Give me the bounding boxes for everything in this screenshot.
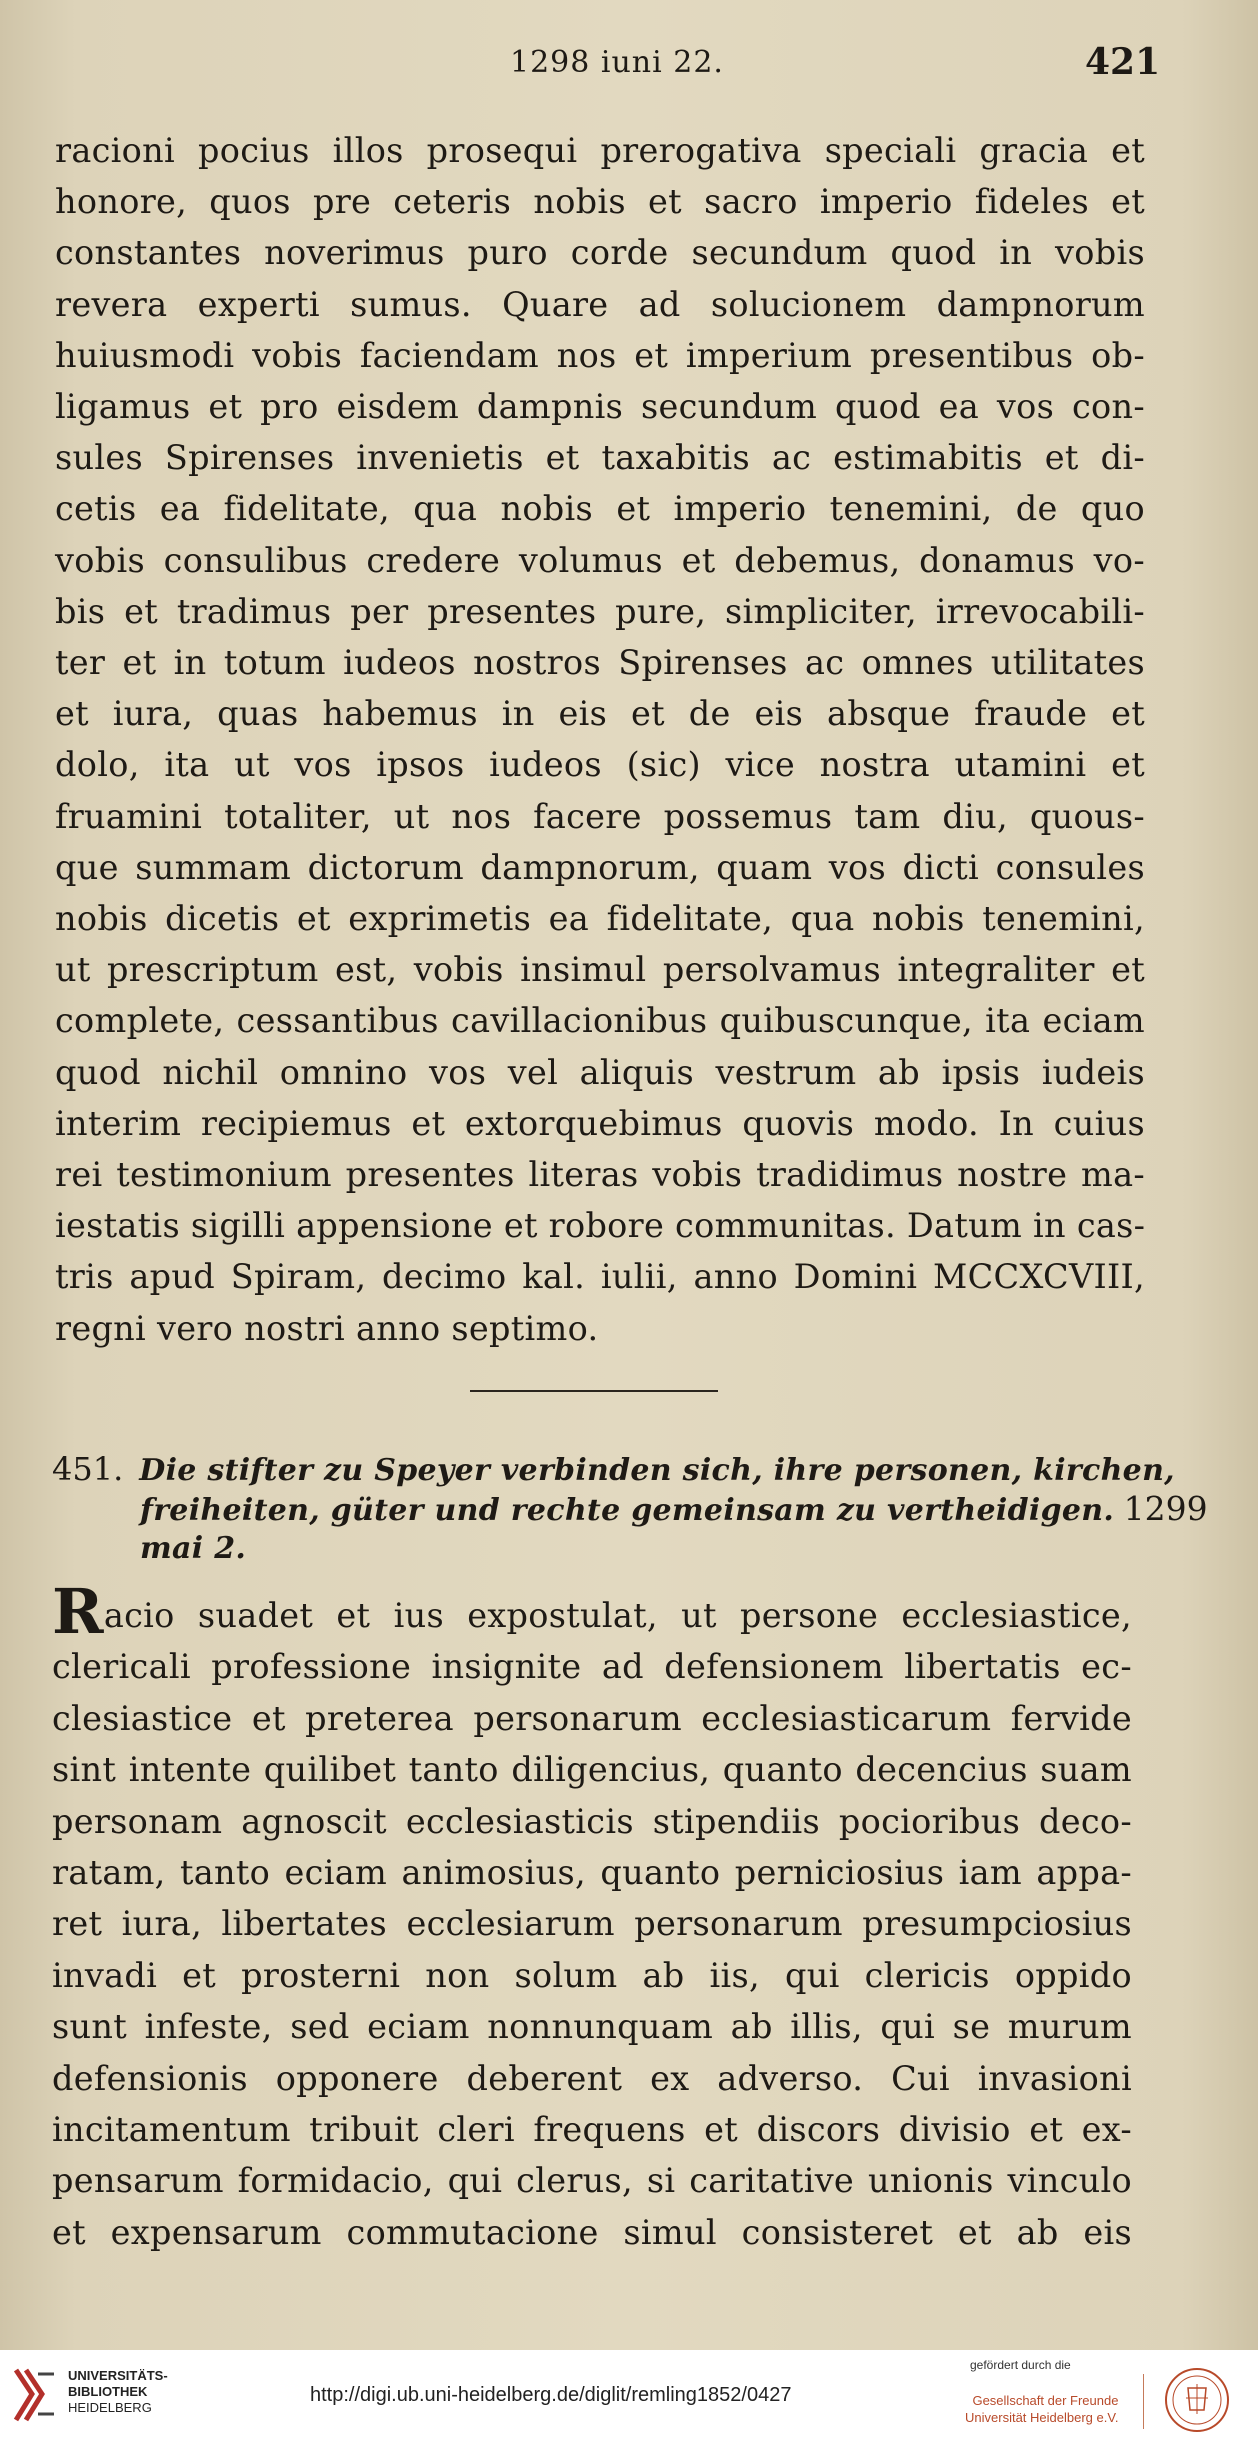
charter-line: defensionis opponere deberent ex adverso. Cui invasioni	[52, 2058, 1132, 2098]
text-line: rei testimonium presentes literas vobis tradidimus nostre ma-	[55, 1155, 1145, 1195]
text-line: ligamus et pro eisdem dampnis secundum quod ea vos con-	[55, 387, 1145, 427]
text-line: nobis dicetis et exprimetis ea fidelitate, qua nobis tenemini,	[55, 899, 1145, 939]
text-line: revera experti sumus. Quare ad solucionem dampnorum	[55, 284, 1145, 324]
text-line: ter et in totum iudeos nostros Spirenses ac omnes utilitates	[55, 643, 1145, 683]
charter-line: et expensarum commutacione simul consisteret et ab eis	[52, 2212, 1132, 2252]
text-line: fruamini totaliter, ut nos facere possemus tam diu, quous-	[55, 796, 1145, 836]
text-line: interim recipiemus et extorquebimus quovis modo. In cuius	[55, 1103, 1145, 1143]
entry-title-line-3: mai 2.	[140, 1531, 247, 1566]
entry-year: 1299	[1123, 1489, 1208, 1528]
entry-title-line-2: freiheiten, güter und rechte gemeinsam zu vertheidigen.	[140, 1493, 1115, 1528]
university-seal-icon	[1158, 2366, 1236, 2434]
charter-line: pensarum formidacio, qui clerus, si caritative unionis vinculo	[52, 2161, 1132, 2201]
page-header	[0, 41, 1258, 85]
funded-by-label: gefördert durch die	[970, 2358, 1071, 2372]
charter-line: personam agnoscit ecclesiasticis stipendiis pocioribus deco-	[52, 1801, 1132, 1841]
charter-text	[52, 1575, 1132, 2258]
text-line: huiusmodi vobis faciendam nos et imperium presentibus ob-	[55, 335, 1145, 375]
text-line: vobis consulibus credere volumus et debemus, donamus vo-	[55, 540, 1145, 580]
text-line: quod nichil omnino vos vel aliquis vestrum ab ipsis iudeis	[55, 1052, 1145, 1092]
permalink-url[interactable]: http://digi.ub.uni-heidelberg.de/diglit/remling1852/0427	[310, 2384, 792, 2406]
library-name-line-1: UNIVERSITÄTS-	[68, 2368, 168, 2383]
charter-line: clericali professione insignite ad defensionem libertatis ec-	[52, 1647, 1132, 1687]
footer-divider	[1143, 2374, 1144, 2429]
university-library-logo-icon	[12, 2364, 58, 2426]
text-line: ut prescriptum est, vobis insimul persolvamus integraliter et	[55, 950, 1145, 990]
text-line: sules Spirenses invenietis et taxabitis ac estimabitis et di-	[55, 438, 1145, 478]
text-line: tris apud Spiram, decimo kal. iulii, anno Domini MCCXCVIII,	[55, 1257, 1145, 1297]
section-divider	[470, 1390, 718, 1392]
library-name	[68, 2368, 168, 2416]
header-date: 1298 iuni 22.	[510, 45, 724, 80]
library-name-line-3: HEIDELBERG	[68, 2400, 152, 2415]
text-line: bis et tradimus per presentes pure, simpliciter, irrevocabili-	[55, 591, 1145, 631]
charter-line: sint intente quilibet tanto diligencius, quanto decencius suam	[52, 1750, 1132, 1790]
text-line: regni vero nostri anno septimo.	[55, 1308, 599, 1348]
charter-line: invadi et prosterni non solum ab iis, qui clericis oppido	[52, 1955, 1132, 1995]
charter-line: sunt infeste, sed eciam nonnunquam ab illis, qui se murum	[52, 2007, 1132, 2047]
text-line: dolo, ita ut vos ipsos iudeos (sic) vice nostra utamini et	[55, 745, 1145, 785]
text-line: honore, quos pre ceteris nobis et sacro imperio fideles et	[55, 182, 1145, 222]
charter-line: ratam, tanto eciam animosius, quanto perniciosius iam appa-	[52, 1853, 1132, 1893]
society-name-line-1: Gesellschaft der Freunde	[972, 2393, 1119, 2408]
text-line: complete, cessantibus cavillacionibus quibuscunque, ita eciam	[55, 1001, 1145, 1041]
charter-line: ret iura, libertates ecclesiarum personarum presumpciosius	[52, 1904, 1132, 1944]
charter-line: clesiastice et preterea personarum ecclesiasticarum fervide	[52, 1698, 1132, 1738]
entry-heading	[52, 1450, 1208, 1568]
digitization-footer	[0, 2350, 1258, 2441]
society-name	[965, 2392, 1118, 2426]
entry-number: 451.	[52, 1450, 124, 1488]
charter-first-line-text: acio suadet et ius expostulat, ut persone ecclesiastice,	[103, 1596, 1132, 1635]
society-name-line-2: Universität Heidelberg e.V.	[965, 2410, 1119, 2425]
page-number: 421	[1085, 41, 1161, 83]
entry-title-line-1: Die stifter zu Speyer verbinden sich, ihre personen, kirchen,	[139, 1453, 1175, 1488]
text-line: cetis ea fidelitate, qua nobis et imperio tenemini, de quo	[55, 489, 1145, 529]
text-line: que summam dictorum dampnorum, quam vos dicti consules	[55, 847, 1145, 887]
drop-initial: R	[52, 1575, 104, 1648]
charter-line: incitamentum tribuit cleri frequens et discors divisio et ex-	[52, 2110, 1132, 2150]
text-line: iestatis sigilli appensione et robore communitas. Datum in cas-	[55, 1206, 1146, 1246]
library-name-line-2: BIBLIOTHEK	[68, 2384, 148, 2399]
text-line: racioni pocius illos prosequi prerogativa speciali gracia et	[55, 131, 1145, 170]
charter-first-line	[52, 1575, 1132, 1648]
charter-continuation-text	[55, 125, 1145, 1354]
text-line: constantes noverimus puro corde secundum quod in vobis	[55, 233, 1145, 273]
text-line: et iura, quas habemus in eis et de eis absque fraude et	[55, 694, 1145, 734]
